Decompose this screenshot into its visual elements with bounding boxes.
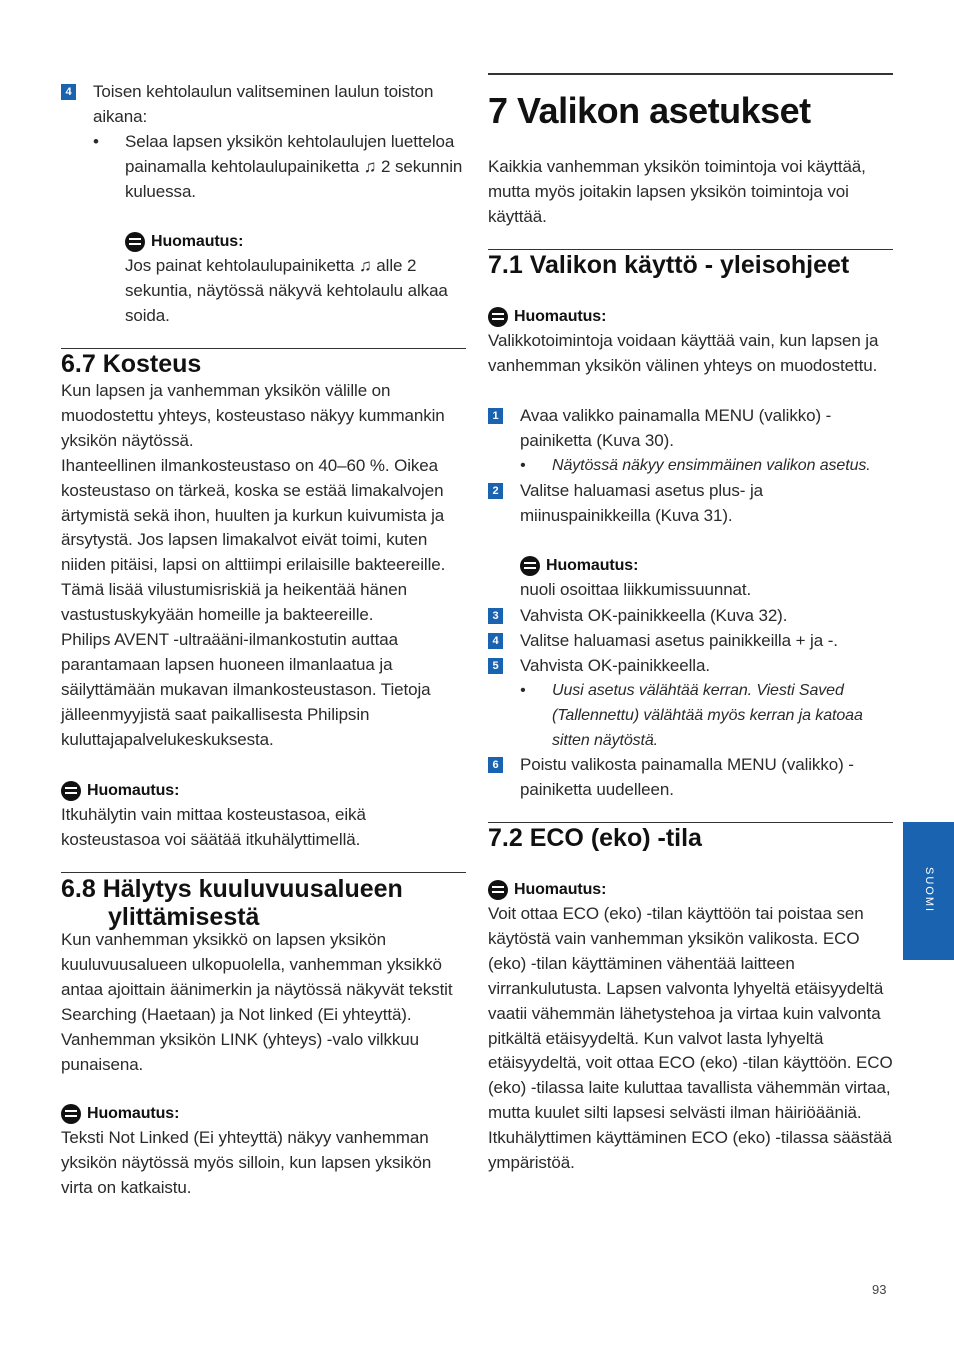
step-5 xyxy=(488,654,893,754)
note-label: Huomautus: xyxy=(514,308,607,325)
paragraph: Ihanteellinen ilmankosteustaso on 40–60 %. Oikea kosteustaso on tärkeä, koska se estää limakalvojen ärtymistä sekä ihon, huulten ja kurkun kuivumista ja ärsytystä. Jos lapsen limakalvot eivät toimi, kuten niiden pitäisi, lapsi on alttiimpi erilaisille bakteereille. Tämä lisää vilustumisriskiä ja heikentää hänen vastustuskykyään homeille ja bakteereille. xyxy=(61,455,446,625)
step-2 xyxy=(488,479,893,529)
step-1 xyxy=(488,404,893,479)
note-icon xyxy=(61,1104,81,1124)
note-text: Teksti Not Linked (Ei yhteyttä) näkyy vanhemman yksikön näytössä myös silloin, kun lapsen yksikön virta on katkaistu. xyxy=(61,1128,432,1197)
note-icon xyxy=(488,880,508,900)
step-3 xyxy=(488,604,893,629)
bullet-text: Näytössä näkyy ensimmäinen valikon asetus. xyxy=(552,456,871,474)
note-block xyxy=(61,1102,466,1201)
step-4 xyxy=(61,80,466,205)
section-body-6-7 xyxy=(61,379,466,753)
note-heading xyxy=(488,878,893,902)
step-number: 6 xyxy=(488,757,503,773)
note-label: Huomautus: xyxy=(87,1105,180,1122)
note-heading xyxy=(61,1102,466,1126)
note-block xyxy=(61,779,466,853)
section-heading-7-2: 7.2 ECO (eko) -tila xyxy=(488,824,702,852)
note-heading xyxy=(488,305,893,329)
step-text: Valitse haluamasi asetus plus- ja miinuspainikkeilla (Kuva 31). xyxy=(520,481,764,525)
note-label: Huomautus: xyxy=(151,233,244,250)
note-block xyxy=(488,878,893,1176)
note-block xyxy=(488,305,893,379)
note-label: Huomautus: xyxy=(546,557,639,574)
note-block xyxy=(520,554,893,603)
step-number: 4 xyxy=(488,633,503,649)
note-icon xyxy=(520,556,540,576)
chapter-rule xyxy=(488,73,893,75)
note-label: Huomautus: xyxy=(514,881,607,898)
bullet-text: Selaa lapsen yksikön kehtolaulujen luetteloa painamalla kehtolaulupainiketta ♫ 2 sekunnin kuluessa. xyxy=(125,131,463,201)
bullet-item xyxy=(93,130,466,205)
bullet-item xyxy=(520,454,893,479)
step-number: 2 xyxy=(488,483,503,499)
note-text: Valikkotoimintoja voidaan käyttää vain, kun lapsen ja vanhemman yksikön välinen yhteys on muodostettu. xyxy=(488,331,879,375)
step-text: Valitse haluamasi asetus painikkeilla + ja -. xyxy=(520,631,838,650)
page-number: 93 xyxy=(872,1282,887,1297)
heading-line: 6.8 Hälytys kuuluvuusalueen xyxy=(61,875,403,903)
step-6 xyxy=(488,753,893,803)
section-heading-7-1: 7.1 Valikon käyttö - yleisohjeet xyxy=(488,251,850,279)
section-body-6-8: Kun vanhemman yksikkö on lapsen yksikön kuuluvuusalueen ulkopuolella, vanhemman yksikkö antaa ajoittain äänimerkin ja näytössä näkyvät tekstit Searching (Haetaan) ja Not linked (Ei yhteyttä). Vanhemman yksikön LINK (yhteys) -valo vilkkuu punaisena. xyxy=(61,930,453,1074)
heading-line: ylittämisestä xyxy=(108,903,260,931)
step-4 xyxy=(488,629,893,654)
note-text: Voit ottaa ECO (eko) -tilan käyttöön tai poistaa sen käytöstä vain vanhemman yksikön valikosta. ECO (eko) -tilan käyttäminen vähentää laitteen virrankulutusta. Lapsen valvonta lyhyeltä etäisyydeltä vaatii vähemmän lähetystehoa ja virtaa kuin valvonta pitkältä etäisyydeltä. Kun valvot lasta lyhyeltä etäisyydeltä, voit ottaa ECO (eko) -tilan käyttöön. ECO (eko) -tilassa laite kuluttaa tavallista vähemmän virtaa, mutta kuulet silti lapsesi selvästi ilman häiriöääniä. Itkuhälyttimen käyttäminen ECO (eko) -tilassa säästää ympäristöä. xyxy=(488,904,893,1173)
section-divider xyxy=(488,249,893,250)
note-label: Huomautus: xyxy=(87,782,180,799)
section-heading-6-8 xyxy=(61,875,466,931)
chapter-title: 7 Valikon asetukset xyxy=(488,90,811,131)
step-number: 3 xyxy=(488,608,503,624)
section-divider xyxy=(61,872,466,873)
language-tab-label: SUOMI xyxy=(923,867,935,914)
note-icon xyxy=(61,781,81,801)
bullet-dot: • xyxy=(520,681,526,699)
step-text: Vahvista OK-painikkeella (Kuva 32). xyxy=(520,606,788,625)
step-text: Vahvista OK-painikkeella. xyxy=(520,656,710,675)
note-text: Itkuhälytin vain mittaa kosteustasoa, eikä kosteustasoa voi säätää itkuhälyttimellä. xyxy=(61,805,366,849)
note-heading xyxy=(125,230,465,254)
section-heading-6-7: 6.7 Kosteus xyxy=(61,350,202,378)
paragraph: Kun lapsen ja vanhemman yksikön välille on muodostettu yhteys, kosteustaso näkyy kummankin yksikön näytössä. xyxy=(61,381,445,450)
chapter-intro: Kaikkia vanhemman yksikön toimintoja voi käyttää, mutta myös joitakin lapsen yksikön toimintoja voi käyttää. xyxy=(488,157,866,226)
bullet-dot: • xyxy=(93,131,99,151)
note-heading xyxy=(61,779,466,803)
note-icon xyxy=(125,232,145,252)
step-number: 5 xyxy=(488,658,503,674)
step-number: 4 xyxy=(61,84,76,100)
note-text: Jos painat kehtolaulupainiketta ♫ alle 2 sekuntia, näytössä näkyvä kehtolaulu alkaa soida. xyxy=(125,256,448,325)
step-text: Toisen kehtolaulun valitseminen laulun toiston aikana: xyxy=(93,82,434,126)
step-number: 1 xyxy=(488,408,503,424)
bullet-dot: • xyxy=(520,456,526,474)
section-divider xyxy=(488,822,893,823)
note-block xyxy=(125,230,465,329)
note-text: nuoli osoittaa liikkumissuunnat. xyxy=(520,580,752,599)
section-divider xyxy=(61,348,466,349)
step-text: Avaa valikko painamalla MENU (valikko) -painiketta (Kuva 30). xyxy=(520,406,832,450)
note-heading xyxy=(520,554,893,578)
language-tab xyxy=(903,822,954,960)
note-icon xyxy=(488,307,508,327)
step-text: Poistu valikosta painamalla MENU (valikko) -painiketta uudelleen. xyxy=(520,755,854,799)
paragraph: Philips AVENT -ultraääni-ilmankostutin auttaa parantamaan lapsen huoneen ilmanlaatua ja säilyttämään mukavan ilmankosteustason. Tietoja jälleenmyyjistä saat paikallisesta Philipsin kuluttajapalvelukeskuksesta. xyxy=(61,630,431,749)
bullet-item xyxy=(520,679,893,754)
bullet-text: Uusi asetus välähtää kerran. Viesti Saved (Tallennettu) välähtää myös kerran ja katoaa sitten näytöstä. xyxy=(552,681,863,749)
